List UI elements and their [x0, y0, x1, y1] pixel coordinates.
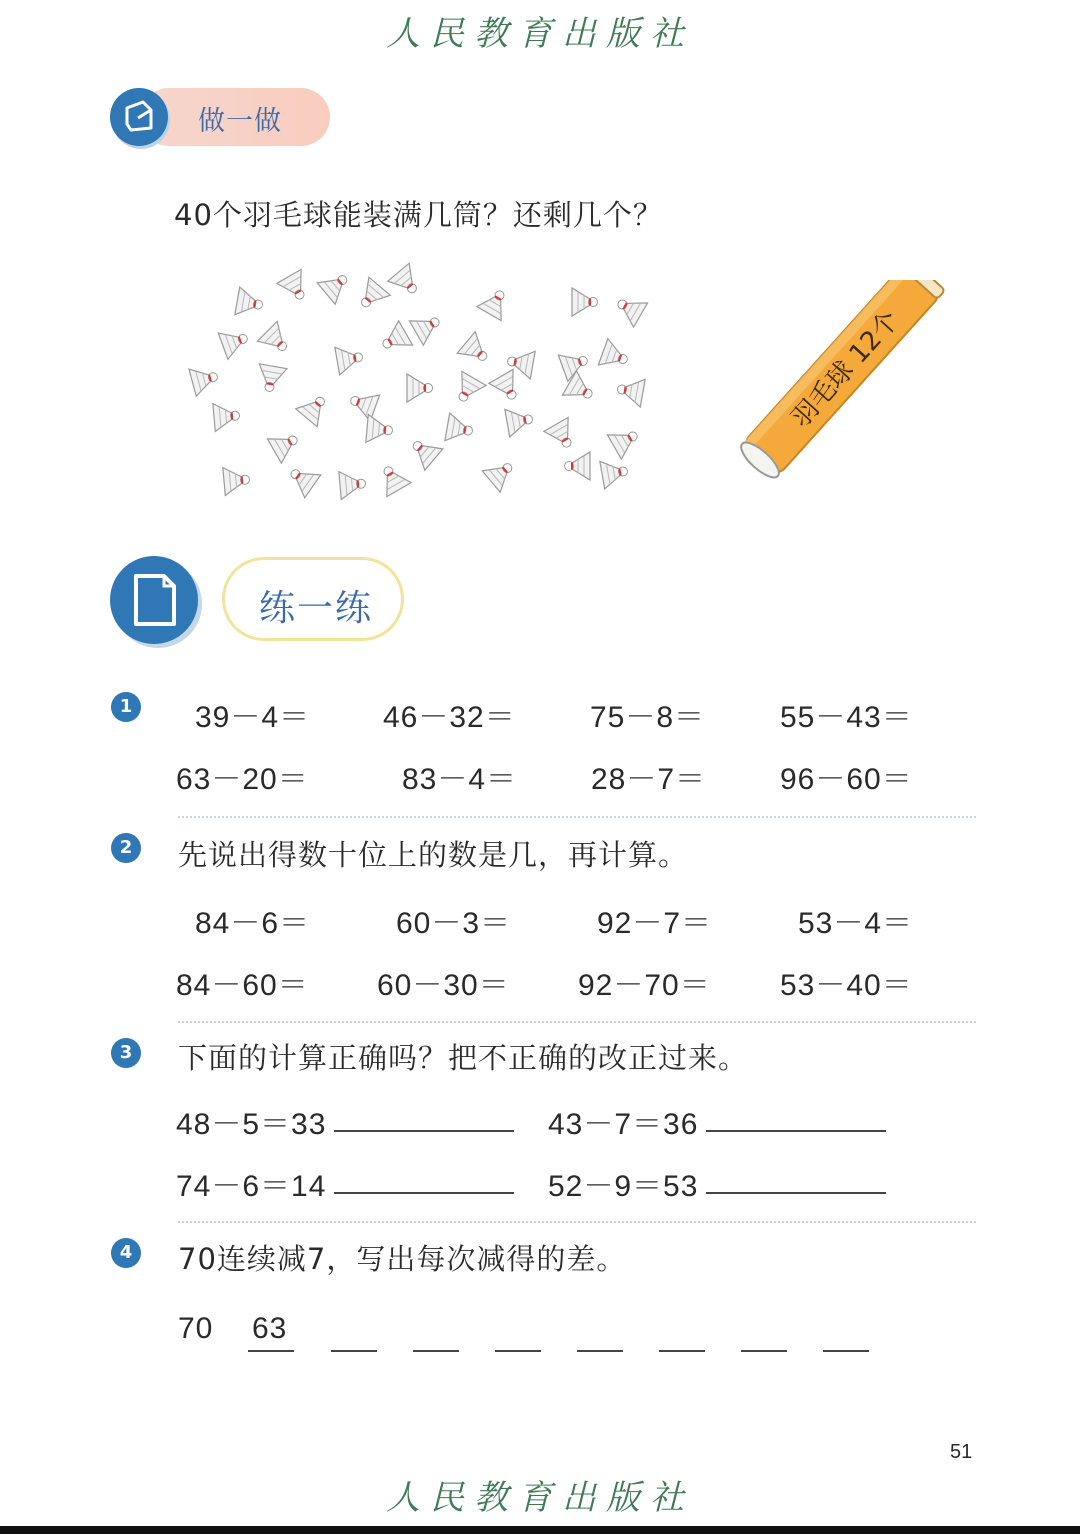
publisher-footer: 人民教育出版社 — [386, 1478, 694, 1518]
practice-section-header — [222, 557, 404, 641]
do-question: 40个羽毛球能装满几筒？还剩几个？ — [174, 198, 663, 232]
equation: 84－60＝ — [176, 969, 309, 1002]
sequence-blank[interactable] — [413, 1350, 459, 1352]
sequence-blank[interactable] — [577, 1350, 623, 1352]
equation: 28－7＝ — [591, 763, 707, 796]
equation: 53－40＝ — [780, 969, 913, 1002]
problem-2-instruction: 先说出得数十位上的数是几，再计算。 — [178, 838, 689, 872]
sequence-blank[interactable] — [331, 1350, 377, 1352]
equation: 53－4＝ — [798, 907, 914, 940]
sequence-blank[interactable] — [659, 1350, 705, 1352]
shuttlecock-tube-illustration — [730, 280, 950, 490]
tube-label: 羽毛球 12个 — [785, 305, 906, 434]
page-number: 51 — [950, 1441, 973, 1463]
equation: 75－8＝ — [590, 701, 706, 734]
equation: 43－7＝36 — [548, 1108, 699, 1141]
sequence-blank[interactable] — [823, 1350, 869, 1352]
problem-3-number: 3 — [111, 1038, 141, 1068]
answer-blank[interactable] — [706, 1130, 886, 1132]
do-section-icon — [110, 88, 168, 146]
problem-1-number: 1 — [111, 692, 141, 722]
equation: 55－43＝ — [780, 701, 913, 734]
equation: 39－4＝ — [195, 701, 311, 734]
problem-4-instruction: 70连续减7，写出每次减得的差。 — [178, 1242, 627, 1276]
bottom-bar — [0, 1526, 1080, 1534]
shuttlecocks-illustration — [180, 262, 660, 502]
sequence-start: 70 — [178, 1312, 214, 1345]
equation: 84－6＝ — [195, 907, 311, 940]
equation: 63－20＝ — [176, 763, 309, 796]
equation: 60－3＝ — [396, 907, 512, 940]
problem-2-number: 2 — [111, 833, 141, 863]
equation: 92－70＝ — [578, 969, 711, 1002]
do-section-title: 做一做 — [198, 106, 282, 137]
answer-blank[interactable] — [334, 1192, 514, 1194]
sequence-blank[interactable] — [495, 1350, 541, 1352]
divider — [178, 1021, 976, 1023]
equation: 60－30＝ — [377, 969, 510, 1002]
equation: 96－60＝ — [780, 763, 913, 796]
problem-3-instruction: 下面的计算正确吗？把不正确的改正过来。 — [178, 1041, 749, 1075]
divider — [178, 1221, 976, 1223]
equation: 83－4＝ — [402, 763, 518, 796]
equation: 48－5＝33 — [176, 1108, 327, 1141]
do-section-header — [140, 88, 330, 146]
answer-blank[interactable] — [334, 1130, 514, 1132]
practice-section-title: 练一练 — [259, 588, 374, 629]
publisher-header: 人民教育出版社 — [386, 14, 694, 54]
sequence-value: 63 — [252, 1312, 288, 1345]
sequence-blank[interactable] — [741, 1350, 787, 1352]
equation: 46－32＝ — [383, 701, 516, 734]
equation: 74－6＝14 — [176, 1170, 327, 1203]
equation: 52－9＝53 — [548, 1170, 699, 1203]
problem-4-number: 4 — [111, 1238, 141, 1268]
practice-section-icon — [110, 556, 198, 644]
answer-blank[interactable] — [706, 1192, 886, 1194]
equation: 92－7＝ — [597, 907, 713, 940]
sequence-underline — [248, 1350, 294, 1352]
divider — [178, 816, 976, 818]
